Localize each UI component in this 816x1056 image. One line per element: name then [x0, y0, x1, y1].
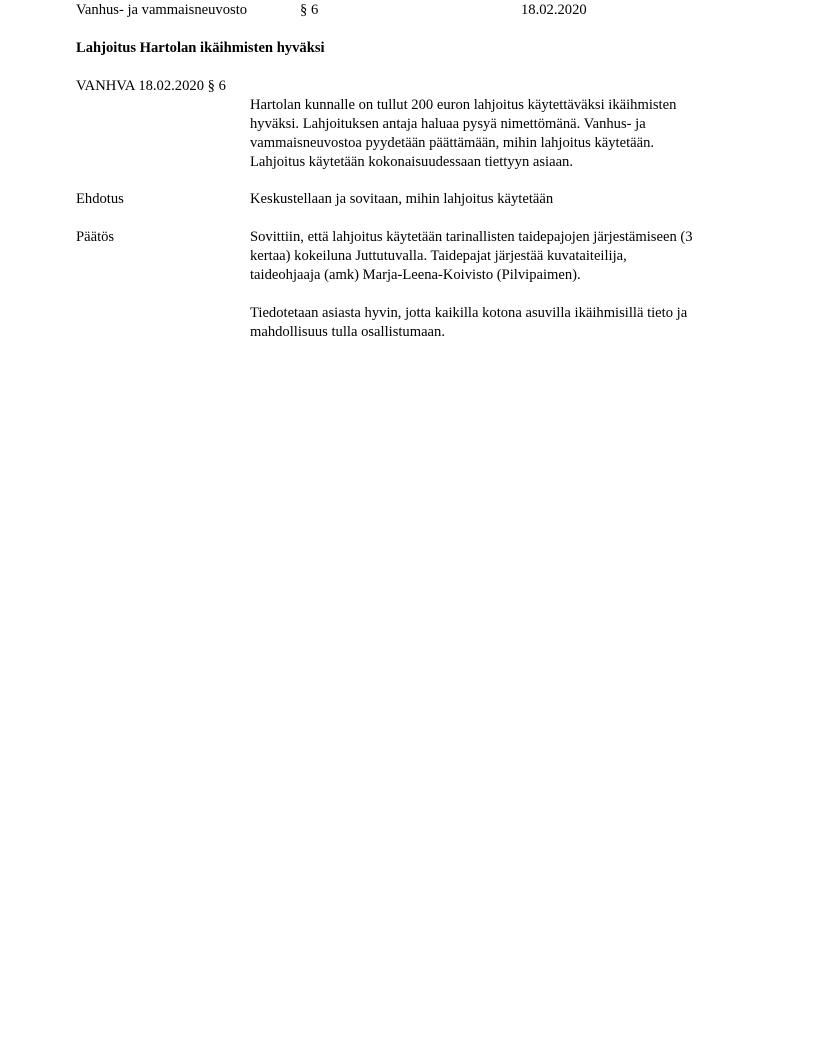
- section-number: § 6: [300, 2, 319, 18]
- reference-line: VANHVA 18.02.2020 § 6: [76, 78, 226, 94]
- decision-paragraph-1: Sovittiin, että lahjoitus käytetään tarinallisten taidepajojen järjestämiseen (3 kertaa) kokeiluna Juttutuvalla. Taidepajat järjestää kuvataiteilija, taideohjaaja (amk) Marja-Leena-Koivisto (Pilvipaimen).: [250, 229, 693, 283]
- committee-name: Vanhus- ja vammaisneuvosto: [76, 2, 248, 18]
- proposal-label: Ehdotus: [76, 191, 124, 207]
- proposal-text: Keskustellaan ja sovitaan, mihin lahjoitus käytetään: [250, 191, 554, 207]
- decision-label: Päätös: [76, 229, 115, 245]
- intro-paragraph: Hartolan kunnalle on tullut 200 euron lahjoitus käytettäväksi ikäihmisten hyväksi. Lahjoituksen antaja haluaa pysyä nimettömänä. Vanhus- ja vammaisneuvostoa pyydetään päättämään, mihin lahjoitus käytetään. Lahjoitus käytetään kokonaisuudessaan tiettyyn asiaan.: [250, 97, 677, 170]
- meeting-date: 18.02.2020: [521, 2, 587, 18]
- page-title: Lahjoitus Hartolan ikäihmisten hyväksi: [76, 40, 325, 56]
- decision-paragraph-2: Tiedotetaan asiasta hyvin, jotta kaikilla kotona asuvilla ikäihmisillä tieto ja mahdollisuus tulla osallistumaan.: [250, 305, 688, 340]
